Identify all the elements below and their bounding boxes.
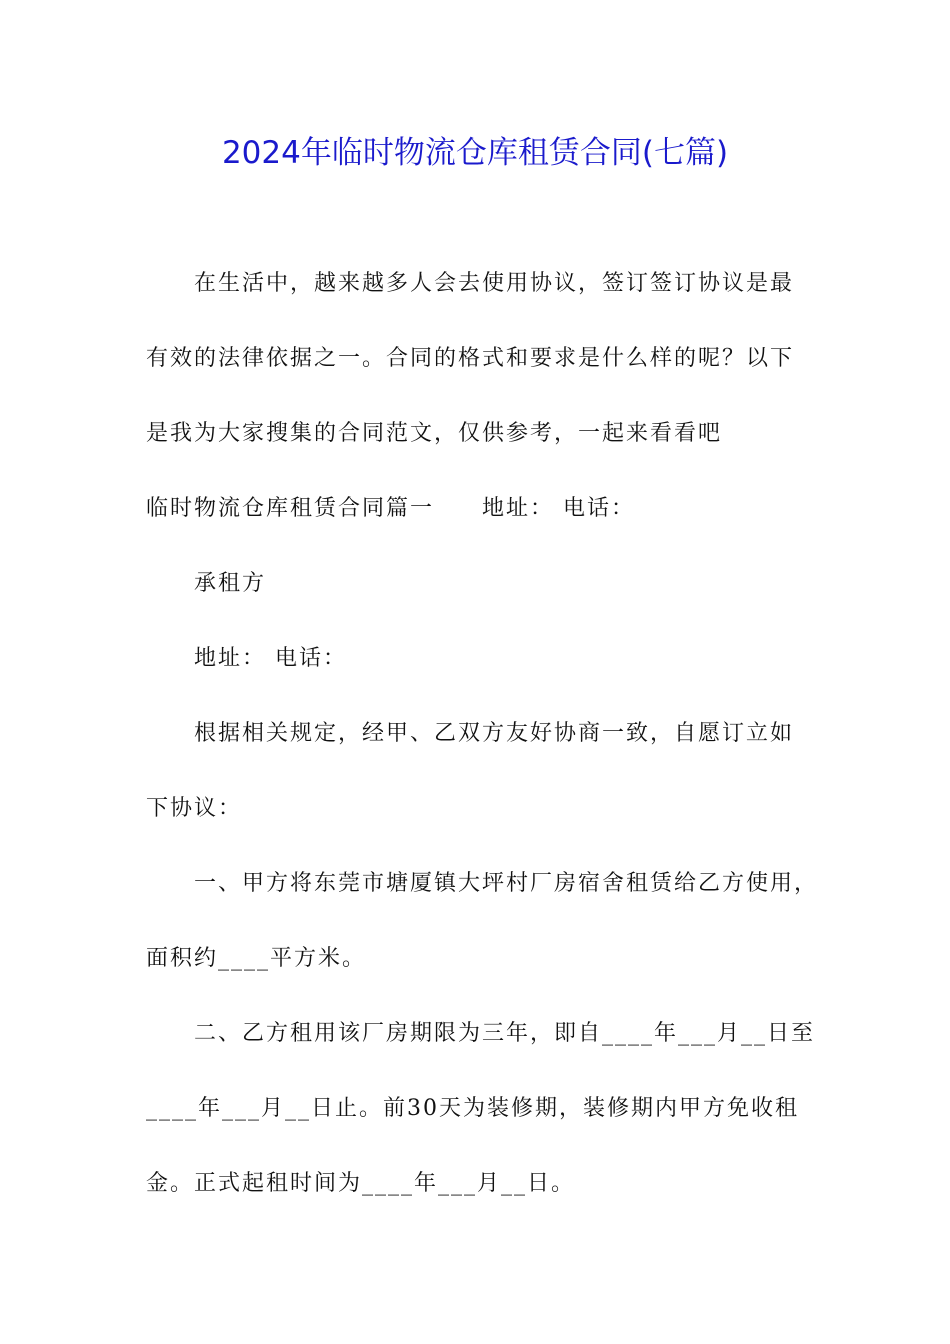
intro-line-2: 有效的法律依据之一。合同的格式和要求是什么样的呢？以下 [146,346,795,371]
intro-line-3: 是我为大家搜集的合同范文，仅供参考，一起来看看吧 [146,421,723,446]
document-title: 2024年临时物流仓库租赁合同(七篇) [221,135,729,171]
clause-2-line-3: 金。正式起租时间为____年___月__日。 [146,1171,576,1196]
agreement-line-2: 下协议： [146,796,243,821]
section-heading: 临时物流仓库租赁合同篇一 [146,496,435,521]
lessor-contact: 地址： 电话： [482,496,636,521]
lessee-contact: 地址： 电话： [194,646,347,671]
lessee-label: 承租方 [194,571,267,596]
agreement-line-1: 根据相关规定，经甲、乙双方友好协商一致，自愿订立如 [194,721,795,746]
clause-1-line-1: 一、甲方将东莞市塘厦镇大坪村厂房宿舍租赁给乙方使用， [194,871,819,896]
clause-1-line-2: 面积约____平方米。 [146,946,367,971]
clause-2-line-1: 二、乙方租用该厂房期限为三年，即自____年___月__日至 [194,1021,816,1046]
intro-line-1: 在生活中，越来越多人会去使用协议，签订签订协议是最 [194,271,795,296]
section-heading-row [146,489,635,529]
clause-2-line-2: ____年___月__日止。前30天为装修期，装修期内甲方免收租 [146,1096,799,1121]
